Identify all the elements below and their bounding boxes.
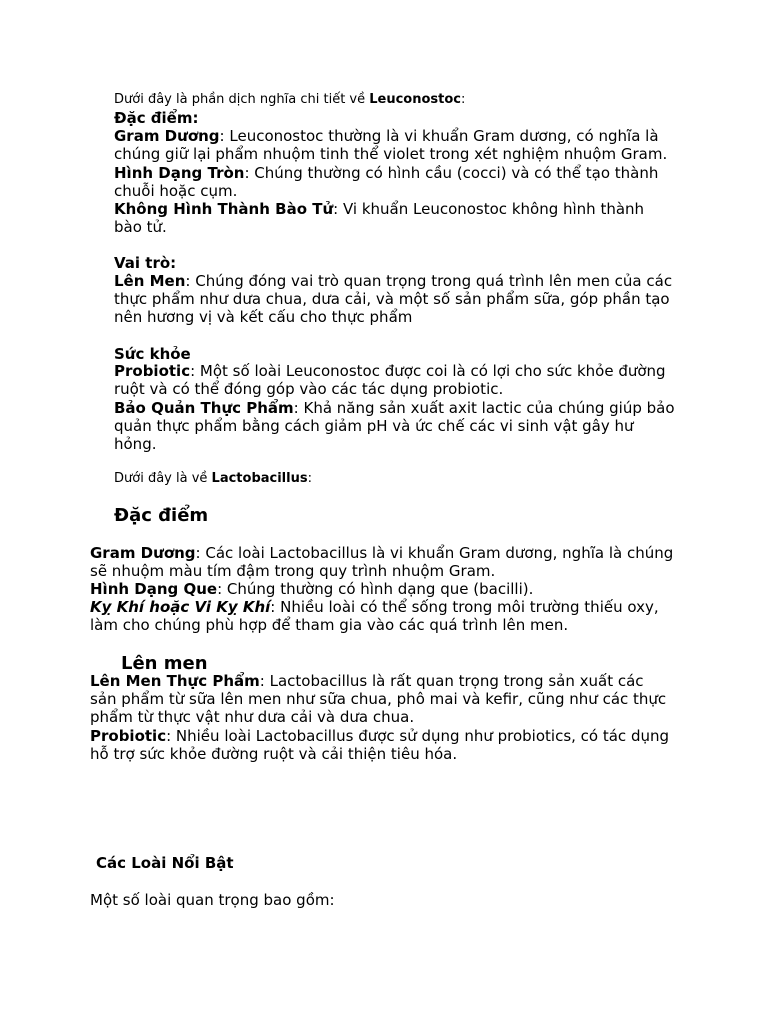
leuconostoc-intro: Dưới đây là phần dịch nghĩa chi tiết về Leuconostoc: [114,92,466,107]
leuconostoc-health-probiotic: Probiotic: Một số loài Leuconostoc được coi là có lợi cho sức khỏe đường ruột và có thể đóng góp vào các tác dụng probiotic. [114,362,666,399]
notable-species-intro: Một số loài quan trọng bao gồm: [90,891,335,909]
lactobacillus-item-shape: Hình Dạng Que: Chúng thường có hình dạng que (bacilli). [90,580,534,598]
lactobacillus-fermentation-heading: Lên men [121,653,208,674]
notable-species-heading: Các Loài Nổi Bật [96,854,234,872]
leuconostoc-role-heading: Vai trò: [114,254,177,272]
lactobacillus-fermentation-probiotic: Probiotic: Nhiều loài Lactobacillus được sử dụng như probiotics, có tác dụng hỗ trợ sức khỏe đường ruột và cải thiện tiêu hóa. [90,727,670,764]
lactobacillus-intro: Dưới đây là về Lactobacillus: [114,471,312,486]
lactobacillus-item-anaerobic: Kỵ Khí hoặc Vi Kỵ Khí: Nhiều loài có thể sống trong môi trường thiếu oxy, làm cho chúng phù hợp để tham gia vào các quá trình lên men. [90,598,659,635]
leuconostoc-item-shape: Hình Dạng Tròn: Chúng thường có hình cầu (cocci) và có thể tạo thành chuỗi hoặc cụm. [114,164,659,201]
leuconostoc-health-preservation: Bảo Quản Thực Phẩm: Khả năng sản xuất axit lactic của chúng giúp bảo quản thực phẩm bằng cách giảm pH và ức chế các vi sinh vật gây hư hỏng. [114,399,675,454]
leuconostoc-role-fermentation: Lên Men: Chúng đóng vai trò quan trọng trong quá trình lên men của các thực phẩm như dưa chua, dưa cải, và một số sản phẩm sữa, góp phần tạo nên hương vị và kết cấu cho thực phẩm [114,272,673,327]
lactobacillus-item-gram: Gram Dương: Các loài Lactobacillus là vi khuẩn Gram dương, nghĩa là chúng sẽ nhuộm màu tím đậm trong quy trình nhuộm Gram. [90,544,674,581]
leuconostoc-item-gram: Gram Dương: Leuconostoc thường là vi khuẩn Gram dương, có nghĩa là chúng giữ lại phẩm nhuộm tinh thể violet trong xét nghiệm nhuộm Gram. [114,127,668,164]
leuconostoc-health-heading: Sức khỏe [114,345,191,363]
lactobacillus-fermentation-food: Lên Men Thực Phẩm: Lactobacillus là rất quan trọng trong sản xuất các sản phẩm từ sữa lên men như sữa chua, phô mai và kefir, cũng như các thực phẩm từ thực vật như dưa cải và dưa chua. [90,672,667,727]
lactobacillus-characteristics-heading: Đặc điểm [114,505,209,526]
leuconostoc-characteristics-heading: Đặc điểm: [114,109,199,127]
leuconostoc-item-spore: Không Hình Thành Bào Tử: Vi khuẩn Leuconostoc không hình thành bào tử. [114,200,645,237]
